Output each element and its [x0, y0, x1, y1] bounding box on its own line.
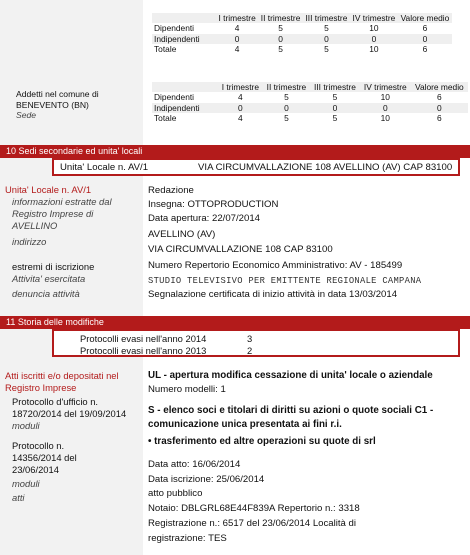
prot2-sub1: moduli	[12, 478, 40, 489]
table-header-cell: I trimestre	[218, 82, 263, 92]
registrazione-2: registrazione: TES	[148, 533, 227, 544]
table-cell: 0	[218, 103, 263, 113]
protocolli-2014-label: Protocolli evasi nell'anno 2014	[80, 333, 207, 344]
table-cell: 6	[437, 92, 442, 103]
registrazione-1: Registrazione n.: 6517 del 23/06/2014 Località di	[148, 518, 357, 529]
table-header-cell: III trimestre	[310, 82, 360, 92]
table-cell: 5	[332, 92, 338, 103]
table-header-cell: II trimestre	[263, 82, 310, 92]
atto-pubblico: atto pubblico	[148, 488, 203, 499]
table-header-cell: IV trimestre	[350, 13, 398, 23]
table-cell: 0	[398, 34, 452, 44]
attivita-text: STUDIO TELEVISIVO PER EMITTENTE REGIONALE CAMPANA	[148, 276, 422, 286]
table-cell: 5	[284, 113, 289, 124]
table-cell: 5	[324, 23, 329, 34]
ul-line: UL - apertura modifica cessazione di unita' locale o aziendale	[148, 370, 433, 381]
rea-text: Numero Repertorio Economico Amministrativo: AV - 185499	[148, 260, 403, 271]
table-row	[152, 92, 468, 102]
table-header-cell: IV trimestre	[360, 82, 411, 92]
table-header-cell: Valore medio	[411, 82, 468, 92]
redazione-text: Redazione	[148, 185, 194, 196]
table-cell: 6	[437, 113, 442, 124]
table-cell: 4	[238, 92, 243, 103]
citta-text: AVELLINO (AV)	[148, 229, 216, 240]
protocolli-2013-value: 2	[247, 345, 253, 356]
table-cell: 0	[303, 34, 350, 44]
insegna-text: Insegna: OTTOPRODUCTION	[148, 199, 279, 210]
table-cell: 0	[263, 103, 310, 113]
table-cell: 0	[350, 34, 398, 44]
table-cell: 6	[422, 23, 428, 34]
notaio: Notaio: DBLGRL68E44F839A Repertorio n.: 3318	[148, 503, 360, 514]
quarterly-table-top	[152, 13, 452, 55]
prot2-num: 14356/2014 del 23/06/2014	[12, 452, 77, 475]
table-cell: 6	[422, 44, 428, 55]
table-cell: 5	[278, 44, 283, 55]
table-row	[152, 44, 452, 54]
data-iscrizione: Data iscrizione: 25/06/2014	[148, 474, 265, 485]
table-cell: 0	[216, 34, 258, 44]
unit-local-label: Unita' Locale n. AV/1	[60, 162, 149, 173]
addetti-sub: Sede	[16, 110, 37, 120]
prot1-sub: moduli	[12, 420, 40, 431]
registry-info: informazioni estratte dal Registro Imprese di AVELLINO	[12, 196, 112, 231]
prot2-sub2: atti	[12, 492, 25, 503]
table-cell: 0	[310, 103, 360, 113]
table-header-row	[152, 82, 468, 92]
table-row	[152, 113, 468, 123]
table-cell: 10	[369, 44, 379, 55]
table-cell: 5	[324, 44, 329, 55]
table-cell: 10	[380, 92, 390, 103]
table-header-cell: II trimestre	[258, 13, 303, 23]
table-cell: Totale	[154, 113, 177, 124]
unit-local-left-title: Unita' Locale n. AV/1	[5, 184, 92, 195]
table-header-cell	[152, 13, 216, 23]
quarterly-table-benevento	[152, 82, 468, 124]
table-cell: Indipendenti	[152, 34, 216, 44]
table-cell: Indipendenti	[152, 103, 218, 113]
unit-local-box	[52, 158, 460, 176]
table-header-cell	[152, 82, 218, 92]
table-cell: 5	[284, 92, 289, 103]
prot1-num: 18720/2014 del 19/09/2014	[12, 408, 127, 419]
table-cell: 5	[332, 113, 338, 124]
atti-left-title: Atti iscritti e/o depositati nel Registro Imprese	[5, 370, 119, 393]
protocolli-2014-value: 3	[247, 333, 253, 344]
table-row	[152, 23, 452, 33]
table-cell: 10	[380, 113, 390, 124]
table-cell: 4	[234, 23, 240, 34]
via-text: VIA CIRCUMVALLAZIONE 108 CAP 83100	[148, 244, 333, 255]
table-cell: 5	[278, 23, 283, 34]
protocolli-2013-label: Protocolli evasi nell'anno 2013	[80, 345, 207, 356]
table-cell: Totale	[154, 44, 177, 55]
s-line2: comunicazione unica presentata ai fini r.i.	[148, 419, 342, 430]
table-cell: 0	[258, 34, 303, 44]
table-cell: 4	[238, 113, 243, 124]
table-row	[152, 34, 452, 44]
table-cell: 0	[360, 103, 411, 113]
table-cell: Dipendenti	[154, 92, 195, 103]
denuncia-label: denuncia attività	[12, 288, 80, 299]
numero-modelli: Numero modelli: 1	[148, 384, 226, 395]
section-10-header: 10 Sedi secondarie ed unita' locali	[0, 145, 470, 158]
estremi-label: estremi di iscrizione	[12, 261, 95, 272]
table-header-cell: Valore medio	[398, 13, 452, 23]
table-header-cell: I trimestre	[216, 13, 258, 23]
addetti-label: Addetti nel comune di BENEVENTO (BN)	[16, 89, 99, 110]
trasferimento-line: • trasferimento ed altre operazioni su quote di srl	[148, 436, 376, 447]
table-cell: 4	[234, 44, 240, 55]
indirizzo-label: indirizzo	[12, 236, 47, 247]
prot1-head: Protocollo d'ufficio n.	[12, 396, 99, 407]
section-11-header: 11 Storia delle modifiche	[0, 316, 470, 329]
table-cell: Dipendenti	[154, 23, 195, 34]
prot2-head: Protocollo n.	[12, 440, 65, 451]
data-apertura-text: Data apertura: 22/07/2014	[148, 213, 261, 224]
table-header-cell: III trimestre	[303, 13, 350, 23]
s-line1: S - elenco soci e titolari di diritti su azioni o quote sociali C1 -	[148, 405, 434, 416]
table-cell: 0	[411, 103, 468, 113]
attivita-label: Attivita' esercitata	[12, 273, 86, 284]
table-row	[152, 103, 468, 113]
segnalazione-text: Segnalazione certificata di inizio attività in data 13/03/2014	[148, 289, 398, 300]
table-header-row	[152, 13, 452, 23]
protocolli-box	[52, 329, 460, 357]
unit-local-address: VIA CIRCUMVALLAZIONE 108 AVELLINO (AV) CAP 83100	[198, 162, 453, 173]
data-atto: Data atto: 16/06/2014	[148, 459, 241, 470]
table-cell: 10	[369, 23, 379, 34]
